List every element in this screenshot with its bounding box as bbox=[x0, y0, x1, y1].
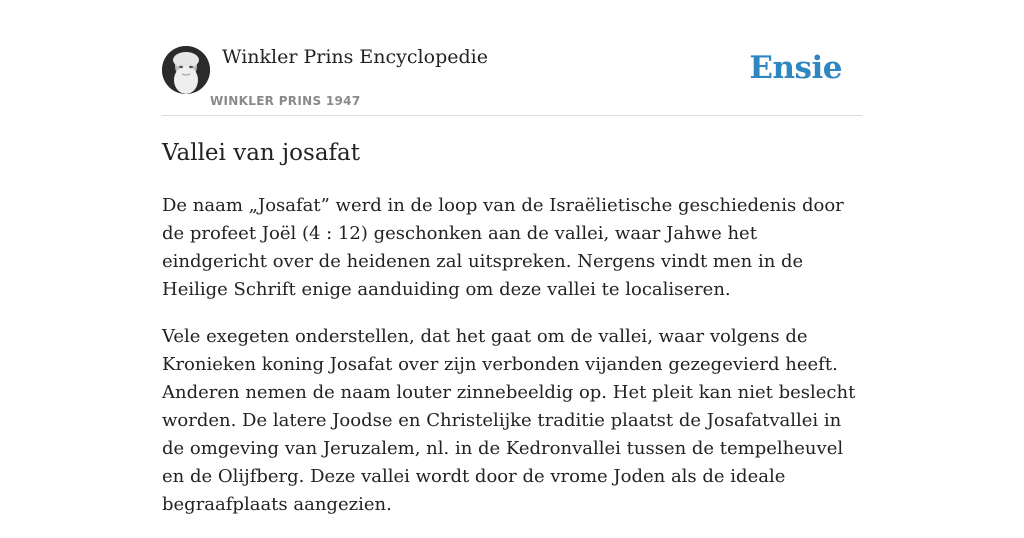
brand-logo[interactable]: Ensie bbox=[749, 50, 842, 86]
header bbox=[162, 0, 862, 116]
article-paragraph: Vele exegeten onderstellen, dat het gaat om de vallei, waar volgens de Kronieken koning Josafat over zijn verbonden vijanden gezegevierd heeft. Anderen nemen de naam louter zinnebeeldig op. Het pleit kan niet beslecht worden. De latere Joodse en Christelijke traditie plaatst de Josafatvallei in de omgeving van Jeruzalem, nl. in de Kedronvallei tussen de tempelheuvel en de Olijfberg. Deze vallei wordt door de vrome Joden als de ideale begraafplaats aangezien. bbox=[162, 326, 856, 515]
article-body bbox=[162, 192, 862, 538]
publication-subtitle: WINKLER PRINS 1947 bbox=[210, 94, 361, 108]
article-paragraph: De naam „Josafat” werd in de loop van de Israëlietische geschiedenis door de profeet Joël (4 : 12) geschonken aan de vallei, waar Jahwe het eindgericht over de heidenen zal uitspreken. Nergens vindt men in de Heilige Schrift enige aanduiding om deze vallei te localiseren. bbox=[162, 195, 844, 300]
publication-title[interactable]: Winkler Prins Encyclopedie bbox=[222, 46, 488, 68]
page-container bbox=[162, 0, 862, 515]
portrait-icon[interactable] bbox=[162, 46, 210, 94]
article-title: Vallei van josafat bbox=[162, 140, 360, 166]
